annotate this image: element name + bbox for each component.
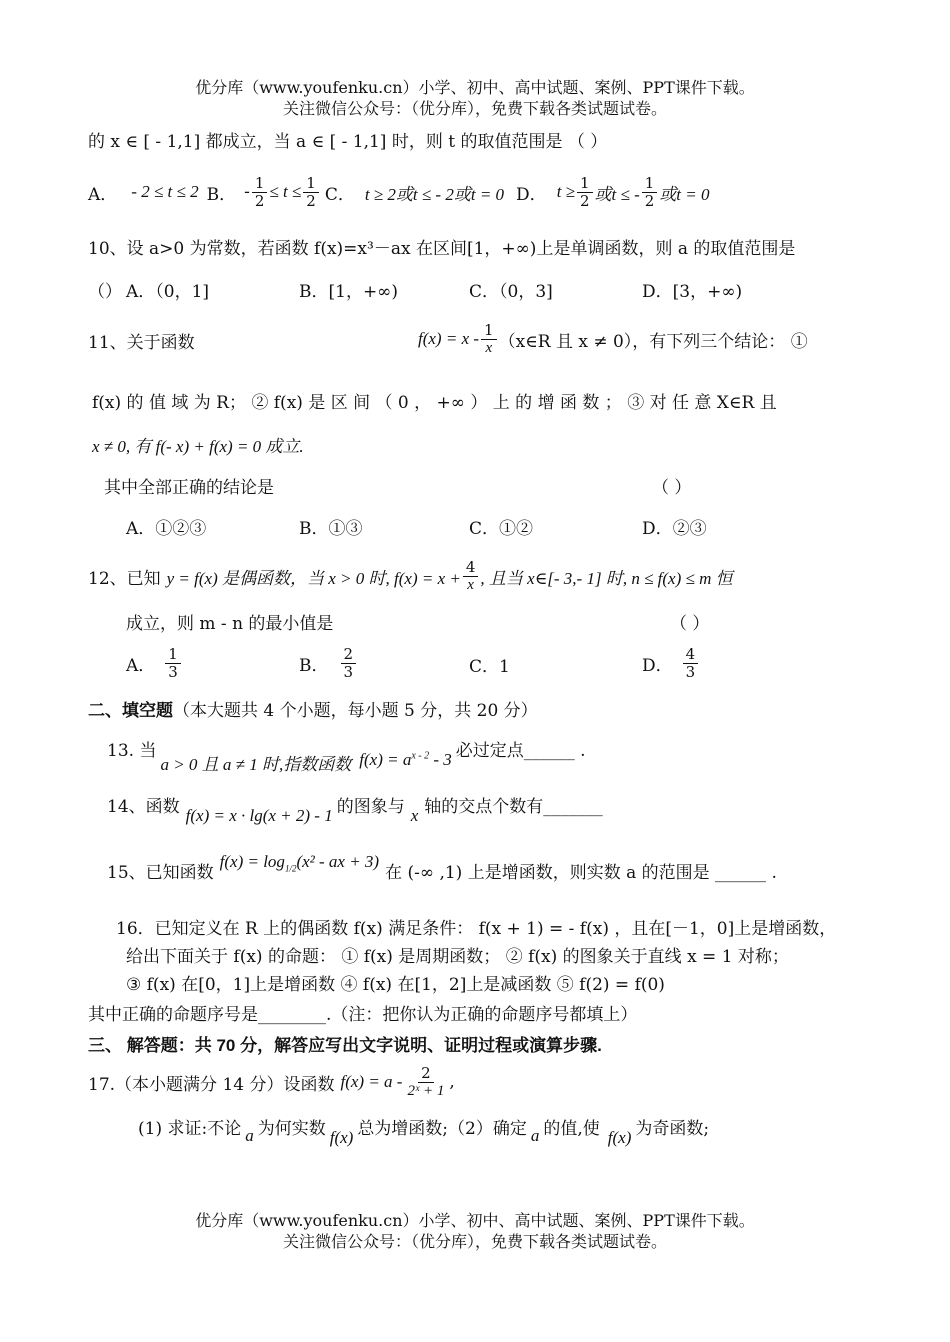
q15 (107, 852, 777, 896)
q13-func: $f(x) = a^{x - 2} - 3$ (359, 750, 452, 769)
q11-formula: f(x) = x - $\frac{1}{x}$ （x∈R 且 x ≠ 0），有下列三个结论： ① (418, 320, 808, 356)
q9-opt-b-frac2: $\frac{1}{2}$ (303, 175, 319, 210)
q17-line1 (88, 1058, 455, 1106)
q9-opt-d-end: 或t = 0 (659, 184, 710, 204)
q12-opt-d: D． $\frac{4}{3}$ (642, 640, 700, 686)
q14 (107, 792, 603, 832)
q17-line2 (138, 1114, 709, 1154)
section3-title: 三、 解答题：共 70 分，解答应写出文字说明、证明过程或演算步骤. (88, 1036, 602, 1055)
q12-prefix: 12、已知 (88, 568, 161, 589)
q9-stem: 的 x ∈ [ - 1,1] 都成立，当 a ∈ [ - 1,1] 时，则 t 的取值范围是 （ ） (88, 132, 608, 152)
q12-suffix: , 且当 x∈[- 3,- 1] 时, n ≤ f(x) ≤ m 恒 (480, 568, 733, 588)
q9-opt-a-label: A． (88, 184, 118, 205)
q9-opt-c-label: C． (324, 184, 355, 205)
q11-formula-suffix: （x∈R 且 x ≠ 0），有下列三个结论： ① (498, 331, 808, 352)
q17-part2-a: 的值,使 (543, 1119, 600, 1139)
q11-opt-a: A．①②③ (126, 519, 207, 539)
q9-opt-d-mid: 或t ≤ - (594, 184, 640, 204)
q17-part1-b: 为何实数 (257, 1119, 326, 1139)
q17-prefix: 17.（本小题满分 14 分）设函数 (88, 1074, 335, 1095)
q17-fx-2: f(x) (607, 1128, 632, 1147)
q16-line2: 给出下面关于 f(x) 的命题： ① f(x) 是周期函数； ② f(x) 的图象关于直线 x = 1 对称； (126, 947, 789, 967)
q16-line1: 16．已知定义在 R 上的偶函数 f(x) 满足条件： f(x + 1) = - f(x) ，且在[－1，0]上是增函数， (116, 919, 837, 939)
q12-opt-a: A． $\frac{1}{3}$ (126, 640, 183, 686)
q15-prefix: 15、已知函数 (107, 863, 214, 883)
q9-opt-b-mid: ≤ t ≤ (269, 182, 302, 201)
q17-part1-a: (1) 求证:不论 (138, 1119, 242, 1139)
q12-opt-c: C．1 (469, 657, 510, 677)
section2-heading (88, 696, 538, 721)
q12-frac: $\frac{4}{x}$ (463, 559, 479, 594)
q10-opt-d: D．[3，+∞) (642, 282, 743, 302)
q17-comma: , (449, 1072, 455, 1092)
q13-cond: a > 0 且 a ≠ 1 时,指数函数 (160, 755, 352, 774)
q10-paren: （） (88, 282, 122, 302)
q14-prefix: 14、函数 (107, 797, 180, 817)
q10-line1: 10、设 a>0 为常数，若函数 f(x)=x³－ax 在区间[1，+∞)上是单调函数，则 a 的取值范围是 (88, 239, 796, 259)
q17-var-a: a (245, 1126, 254, 1145)
q16-line3: ③ f(x) 在[0，1]上是增函数 ④ f(x) 在[1，2]上是减函数 ⑤ f(2) = f(0) (126, 975, 665, 995)
q11-paren: （ ） (652, 478, 692, 498)
q17-part2-b: 为奇函数; (635, 1119, 710, 1139)
footer-line-2: 关注微信公众号：（优分库），免费下载各类试题试卷。 (282, 1232, 667, 1251)
q11-line3: x ≠ 0, 有 f(- x) + f(x) = 0 成立. (92, 437, 304, 456)
q9-opt-a: - 2 ≤ t ≤ 2 (131, 182, 199, 201)
q17-part1-c: 总为增函数;（2）确定 (357, 1119, 527, 1139)
q11-opt-b: B．①③ (299, 519, 363, 539)
q11-opt-c: C．①② (469, 519, 534, 539)
q10-opt-c: C．（0，3] (469, 282, 553, 302)
section2-note: （本大题共 4 个小题，每小题 5 分，共 20 分） (173, 701, 538, 721)
q10-opt-a: A．（0，1] (126, 282, 210, 302)
q11-line2: f(x) 的 值 域 为 R； ② f(x) 是 区 间 （ 0 ， +∞ ） 上 的 增 函 数 ； ③ 对 任 意 X∈R 且 (92, 393, 777, 413)
q11-question: 其中全部正确的结论是 (104, 478, 274, 498)
q9-opt-d-frac1: $\frac{1}{2}$ (577, 175, 593, 210)
header-line-1: 优分库（www.youfenku.cn）小学、初中、高中试题、案例、PPT课件下载。 (195, 78, 755, 97)
q16-line4: 其中正确的命题序号是________.（注：把你认为正确的命题序号都填上） (88, 1005, 638, 1025)
q14-suffix: 轴的交点个数有_______ (424, 797, 603, 817)
q9-opt-c: t ≥ 2或t ≤ - 2或t = 0 (364, 184, 505, 204)
q13 (107, 736, 586, 776)
q9-opt-d-label: D． (516, 184, 547, 205)
q10-opt-b: B．[1，+∞) (299, 282, 398, 302)
q11-opt-d: D．②③ (642, 519, 707, 539)
q12-mid: y = f(x) 是偶函数，当 x > 0 时, f(x) = x + (166, 568, 461, 588)
q12-opt-b: B． $\frac{2}{3}$ (299, 640, 358, 686)
q13-prefix: 13. 当 (107, 741, 157, 761)
q17-func: f(x) = a - (340, 1072, 403, 1091)
q15-func: $f(x) = \log_{1/2}(x^2$ - ax + 3) (219, 852, 380, 874)
q9-opt-b-neg: - (244, 182, 250, 202)
header-line-2: 关注微信公众号：（优分库），免费下载各类试题试卷。 (282, 99, 667, 118)
section2-title: 二、填空题 (88, 701, 173, 720)
q9-opt-d-t: t ≥ (556, 182, 575, 201)
q17-frac: $\frac{2}{\text{2ˣ + 1}}$ (407, 1063, 445, 1099)
q14-mid: 的图象与 (336, 797, 405, 817)
q14-func: f(x) = x · lg(x + 2) - 1 (185, 806, 333, 825)
q12-paren: （ ） (670, 614, 710, 634)
q14-var: x (410, 806, 419, 825)
q12-line2: 成立，则 m - n 的最小值是 (126, 614, 334, 634)
q11-frac: $\frac{1}{x}$ (481, 322, 497, 357)
q17-var-a-2: a (530, 1126, 540, 1145)
q13-suffix: 必过定点______ . (455, 741, 586, 761)
footer-line-1: 优分库（www.youfenku.cn）小学、初中、高中试题、案例、PPT课件下载。 (195, 1211, 755, 1230)
q9-opt-d-frac2: $\frac{1}{2}$ (642, 175, 658, 210)
q9-opt-b-frac1: $\frac{1}{2}$ (252, 175, 268, 210)
q11-label: 11、关于函数 (88, 333, 195, 353)
q9-opt-b-label: B． (206, 184, 237, 205)
q9-options (88, 170, 710, 214)
q17-fx-1: f(x) (329, 1128, 354, 1147)
q12-line1 (88, 552, 733, 600)
q15-mid: 在 (-∞ ,1) 上是增函数，则实数 a 的范围是 ______ . (385, 863, 777, 883)
